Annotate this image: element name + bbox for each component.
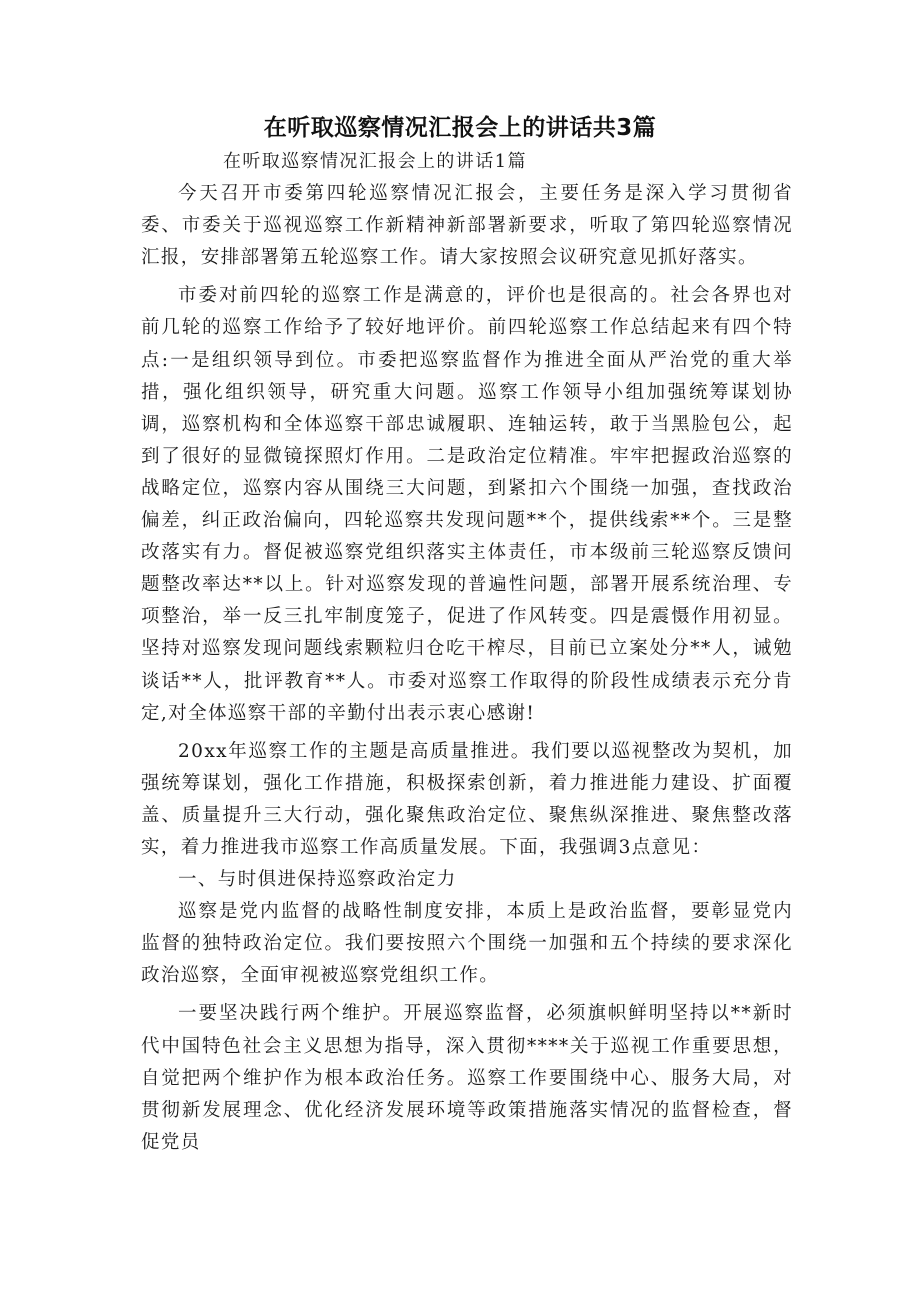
paragraph-political-positioning: 巡察是党内监督的战略性制度安排，本质上是政治监督，要彰显党内监督的独特政治定位。我们要按照六个围绕一加强和五个持续的要求深化政治巡察，全面审视被巡察党组织工作。 xyxy=(141,901,793,987)
document-body xyxy=(141,146,793,1159)
document-subtitle: 在听取巡察情况汇报会上的讲话1篇 xyxy=(223,151,527,172)
document-title: 在听取巡察情况汇报会上的讲话共3篇 xyxy=(263,115,657,141)
paragraph-review: 市委对前四轮的巡察工作是满意的，评价也是很高的。社会各界也对前几轮的巡察工作给予了较好地评价。前四轮巡察工作总结起来有四个特点:一是组织领导到位。市委把巡察监督作为推进全面从严治党的重大举措，强化组织领导，研究重大问题。巡察工作领导小组加强统筹谋划协调，巡察机构和全体巡察干部忠诚履职、连轴运转，敢于当黑脸包公，起到了很好的显微镜探照灯作用。二是政治定位精准。牢牢把握政治巡察的战略定位，巡察内容从围绕三大问题，到紧扣六个围绕一加强，查找政治偏差，纠正政治偏向，四轮巡察共发现问题**个，提供线索**个。三是整改落实有力。督促被巡察党组织落实主体责任，市本级前三轮巡察反馈问题整改率达**以上。针对巡察发现的普遍性问题，部署开展系统治理、专项整治，举一反三扎牢制度笼子，促进了作风转变。四是震慑作用初显。坚持对巡察发现问题线索颗粒归仓吃干榨尽，目前已立案处分**人，诫勉谈话**人，批评教育**人。市委对巡察工作取得的阶段性成绩表示充分肯定,对全体巡察干部的辛勤付出表示衷心感谢! xyxy=(141,285,793,724)
section-heading-1: 一、与时俱进保持巡察政治定力 xyxy=(178,869,457,891)
paragraph-two-safeguards: 一要坚决践行两个维护。开展巡察监督，必须旗帜鲜明坚持以**新时代中国特色社会主义思想为指导，深入贯彻****关于巡视工作重要思想，自觉把两个维护作为根本政治任务。巡察工作要围绕中心、服务大局，对贯彻新发展理念、优化经济发展环境等政策措施落实情况的监督检查，督促党员 xyxy=(141,1003,793,1153)
paragraph-opening: 今天召开市委第四轮巡察情况汇报会，主要任务是深入学习贯彻省委、市委关于巡视巡察工作新精神新部署新要求，听取了第四轮巡察情况汇报，安排部署第五轮巡察工作。请大家按照会议研究意见抓好落实。 xyxy=(141,183,793,269)
paragraph-theme: 20xx年巡察工作的主题是高质量推进。我们要以巡视整改为契机，加强统筹谋划，强化工作措施，积极探索创新，着力推进能力建设、扩面覆盖、质量提升三大行动，强化聚焦政治定位、聚焦纵深推进、聚焦整改落实，着力推进我市巡察工作高质量发展。下面，我强调3点意见： xyxy=(141,740,793,858)
